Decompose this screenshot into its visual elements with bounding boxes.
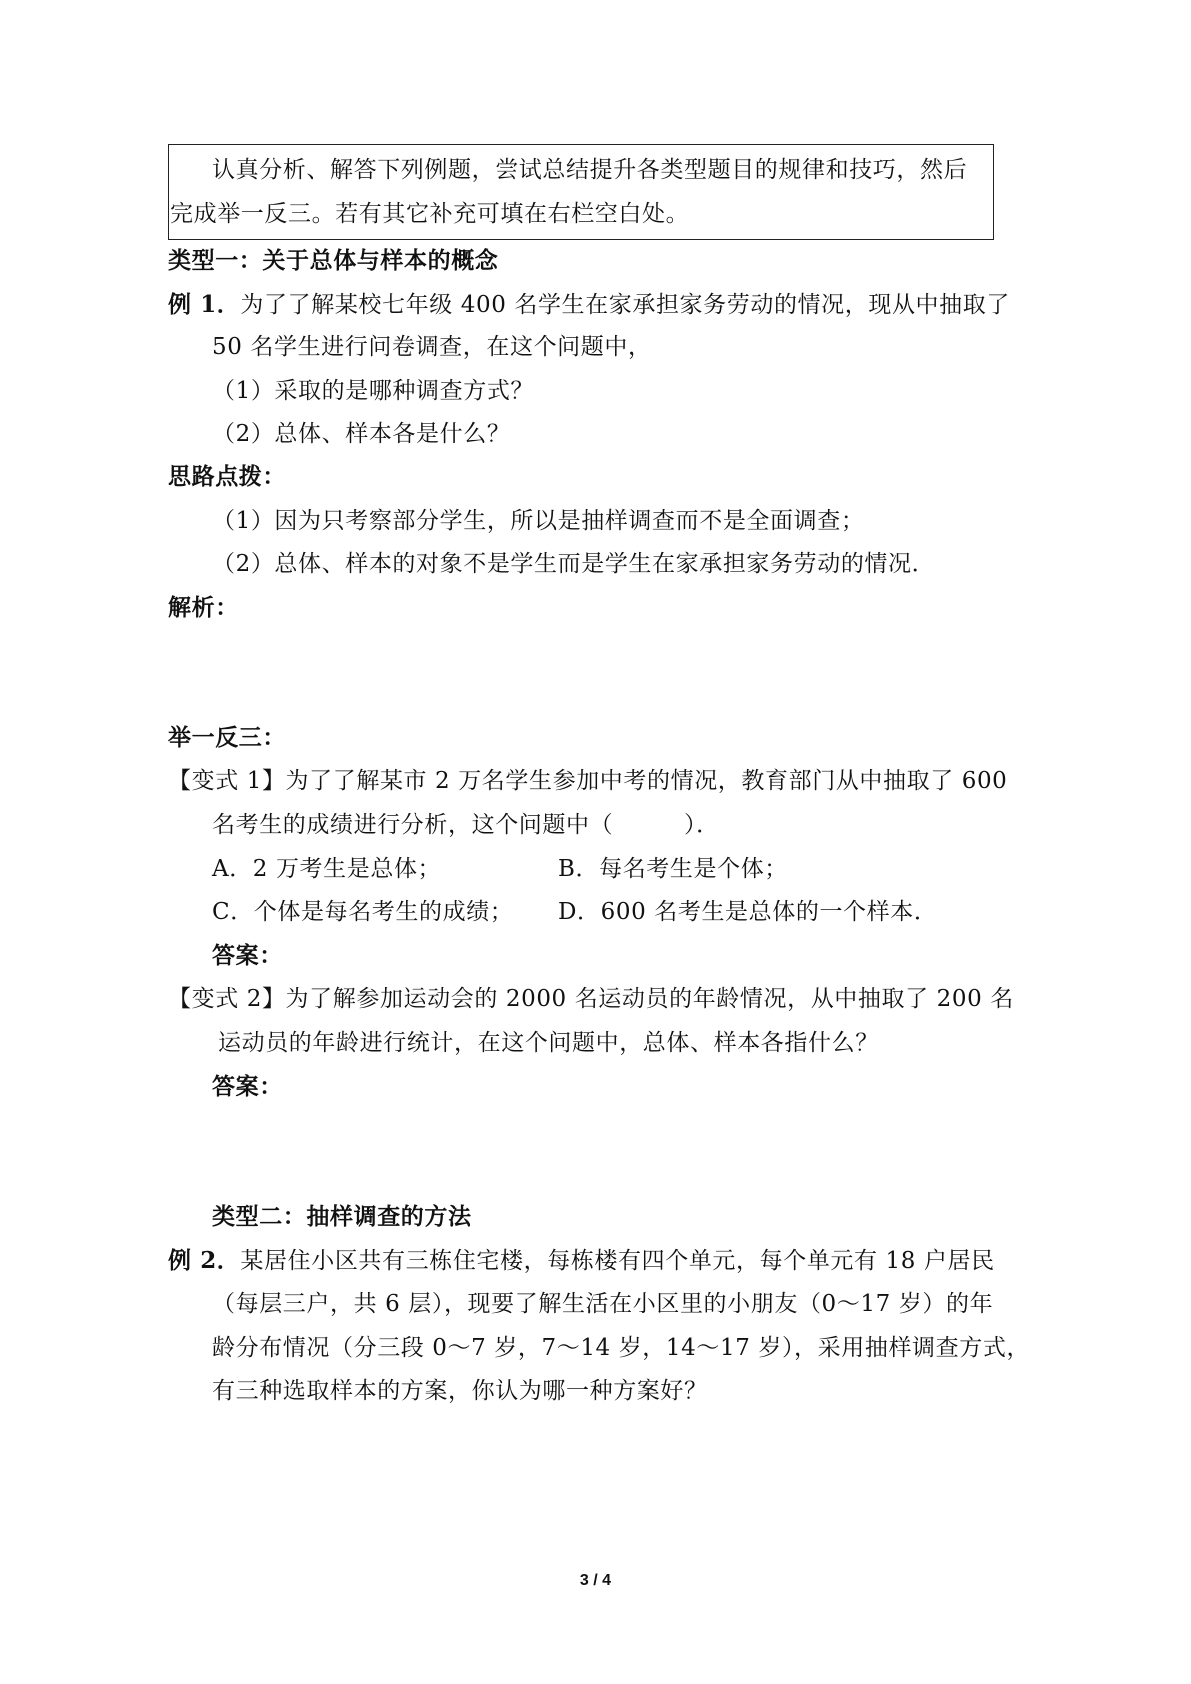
example2-line-1: [168, 1246, 995, 1276]
instruction-line-1: 认真分析、解答下列例题，尝试总结提升各类型题目的规律和技巧，然后: [212, 157, 968, 183]
option-a: A．2 万考生是总体；: [212, 856, 442, 882]
practice-heading: 举一反三：: [168, 724, 286, 751]
example2-line-4: 有三种选取样本的方案，你认为哪一种方案好？: [212, 1378, 708, 1404]
analysis-heading: 解析：: [168, 594, 239, 621]
variant1-answer-label: 答案：: [212, 942, 283, 969]
example1-text-1: 为了了解某校七年级 400 名学生在家承担家务劳动的情况，现从中抽取了: [240, 292, 1010, 318]
example1-line-1: [168, 290, 1010, 320]
instruction-line-2: 完成举一反三。若有其它补充可填在右栏空白处。: [170, 201, 690, 227]
hint-line-1: （1）因为只考察部分学生，所以是抽样调查而不是全面调查；: [212, 508, 865, 534]
hint-line-2: （2）总体、样本的对象不是学生而是学生在家承担家务劳动的情况．: [212, 551, 936, 577]
option-c: C．个体是每名考生的成绩；: [212, 899, 514, 925]
example2-label: 例 2．: [168, 1247, 241, 1274]
page-number: 3 / 4: [579, 1572, 612, 1589]
example1-line-2: 50 名学生进行问卷调查，在这个问题中，: [212, 334, 652, 360]
example1-question-1: （1）采取的是哪种调查方式？: [212, 378, 535, 404]
variant1-text-1: 为了了解某市 2 万名学生参加中考的情况，教育部门从中抽取了 600: [285, 768, 1008, 794]
variant1-line-1: [168, 766, 1007, 796]
example2-line-3: 龄分布情况（分三段 0～7 岁，7～14 岁，14～17 岁），采用抽样调查方式，: [212, 1335, 1031, 1361]
variant2-line-2: 运动员的年龄进行统计，在这个问题中，总体、样本各指什么？: [218, 1030, 879, 1056]
variant1-line-2: 名考生的成绩进行分析，这个问题中（ ）．: [212, 812, 720, 838]
variant2-line-1: [168, 984, 1014, 1014]
example1-label: 例 1．: [168, 291, 241, 318]
variant2-label: 【变式 2】: [168, 986, 286, 1012]
hint-heading: 思路点拨：: [168, 463, 286, 490]
type1-heading: 类型一：关于总体与样本的概念: [168, 247, 499, 274]
variant2-answer-label: 答案：: [212, 1073, 283, 1100]
variant2-text-1: 为了解参加运动会的 2000 名运动员的年龄情况，从中抽取了 200 名: [285, 986, 1014, 1012]
example1-question-2: （2）总体、样本各是什么？: [212, 421, 511, 447]
option-b: B．每名考生是个体；: [558, 856, 788, 882]
variant1-label: 【变式 1】: [168, 768, 286, 794]
type2-heading: 类型二：抽样调查的方法: [212, 1203, 472, 1230]
option-d: D．600 名考生是总体的一个样本．: [558, 899, 938, 925]
example2-line-2: （每层三户，共 6 层），现要了解生活在小区里的小朋友（0～17 岁）的年: [212, 1291, 994, 1317]
example2-text-1: 某居住小区共有三栋住宅楼，每栋楼有四个单元，每个单元有 18 户居民: [240, 1248, 995, 1274]
